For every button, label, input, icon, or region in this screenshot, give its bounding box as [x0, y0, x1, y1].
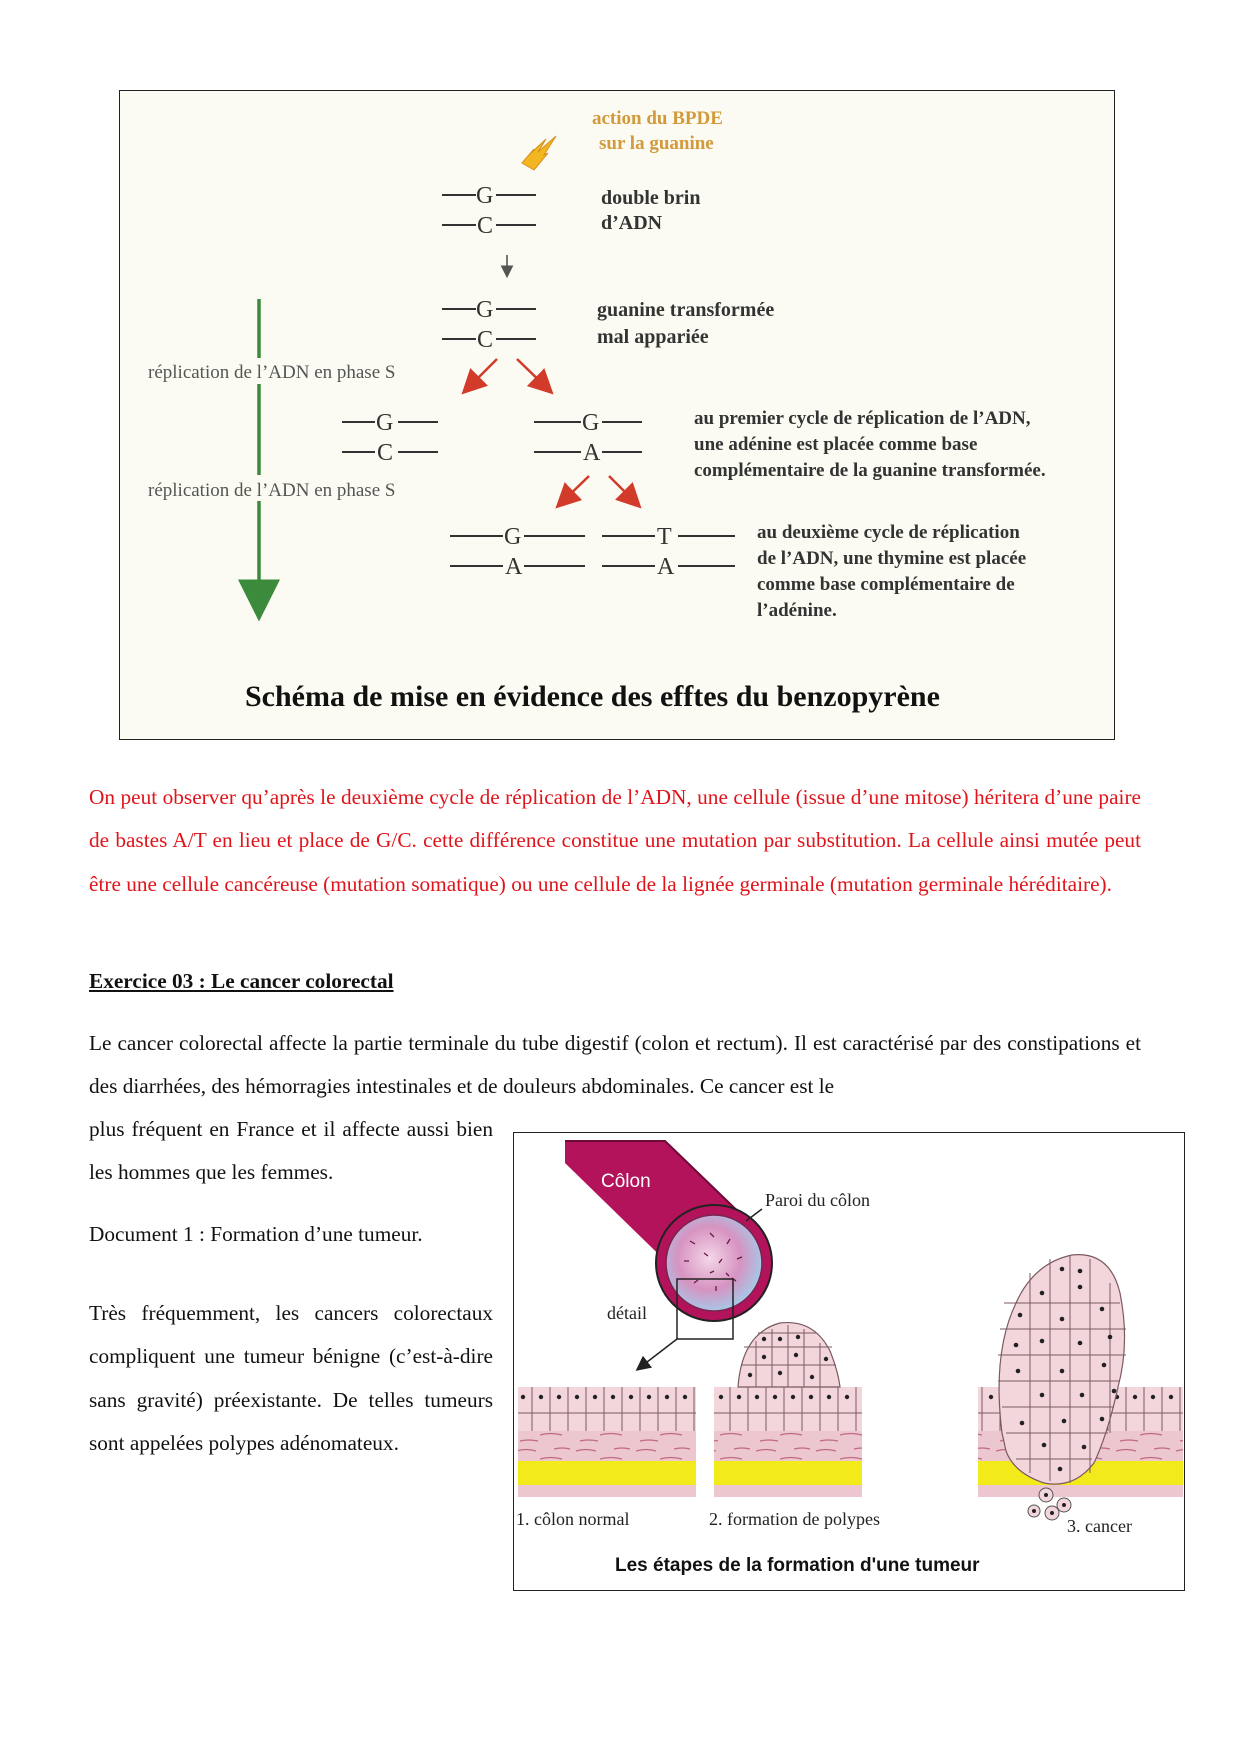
base-g: G — [376, 410, 394, 436]
split-arrow-right-icon — [609, 476, 638, 505]
exercise-intro-tail: plus fréquent en France et il affecte aussi bien les hommes que les femmes. — [89, 1117, 493, 1185]
base-g: G — [504, 524, 522, 550]
exercise-intro: Le cancer colorectal affecte la partie terminale du tube digestif (colon et rectum). Il est caractérisé par des constipations et des diarrhées, des hémorragies intestinales et de douleurs abdominales. Ce cancer est le — [89, 1031, 1141, 1099]
stage-polyp — [714, 1323, 862, 1497]
lightning-icon — [522, 136, 556, 170]
double-strand-line1: double brin — [601, 187, 701, 209]
exercise-title: Exercice 03 : Le cancer colorectal — [89, 969, 394, 993]
document-text: Très fréquemment, les cancers colorectaux compliquent une tumeur bénigne (c’est-à-dire sans gravité) préexistante. De telles tumeurs sont appelées polypes adénomateux. — [89, 1301, 493, 1455]
base-a: A — [583, 440, 601, 466]
stage3-label: 3. cancer — [1067, 1516, 1132, 1536]
base-g: G — [476, 297, 494, 323]
base-c: C — [477, 327, 494, 353]
stage-normal-colon — [518, 1387, 696, 1497]
dna-pair-4a — [450, 524, 585, 580]
detail-arrow-icon — [638, 1339, 677, 1369]
colon-illustration — [565, 1141, 772, 1339]
stage2-label: 2. formation de polypes — [709, 1509, 880, 1529]
bpde-label-line1: action du BPDE — [592, 108, 723, 129]
answer-paragraph: On peut observer qu’après le deuxième cycle de réplication de l’ADN, une cellule (issue d’une mitose) héritera d’une paire de bastes A/T en lieu et place de G/C. cette différence constitue une mutation par substitution. La cellule ainsi mutée peut être une cellule cancéreuse (mutation somatique) ou une cellule de la lignée germinale (mutation germinale héréditaire). — [89, 785, 1141, 896]
base-g: G — [476, 183, 494, 209]
split-arrow-right-icon — [517, 359, 550, 391]
dna-pair-4b — [602, 524, 735, 580]
colon-label: Côlon — [601, 1171, 651, 1192]
dna-pair-3a — [342, 410, 438, 466]
double-strand-line2: d’ADN — [601, 212, 663, 234]
wall-label: Paroi du côlon — [765, 1190, 870, 1210]
base-a: A — [657, 554, 675, 580]
base-c: C — [377, 440, 394, 466]
tumor-diagram — [514, 1133, 1185, 1591]
tumor-figure — [513, 1132, 1185, 1591]
first-cycle-line3: complémentaire de la guanine transformée. — [694, 460, 1046, 481]
second-cycle-line2: de l’ADN, une thymine est placée — [757, 548, 1027, 569]
base-t: T — [657, 524, 672, 550]
second-cycle-line4: l’adénine. — [757, 600, 837, 621]
base-a: A — [505, 554, 523, 580]
split-arrow-left-icon — [465, 359, 497, 391]
base-c: C — [477, 213, 494, 239]
second-cycle-line1: au deuxième cycle de réplication — [757, 522, 1020, 543]
figure1-caption: Schéma de mise en évidence des efftes du benzopyrène — [245, 680, 940, 713]
transformed-line2: mal appariée — [597, 326, 709, 348]
bpde-label-line2: sur la guanine — [599, 133, 714, 154]
dna-pair-2 — [442, 297, 536, 353]
transformed-line1: guanine transformée — [597, 299, 775, 321]
benzopyrene-schema — [120, 91, 1115, 740]
second-cycle-line3: comme base complémentaire de — [757, 574, 1015, 595]
dna-pair-3b — [534, 410, 642, 466]
base-g: G — [582, 410, 600, 436]
figure2-caption: Les étapes de la formation d'une tumeur — [615, 1555, 980, 1576]
first-cycle-line1: au premier cycle de réplication de l’ADN, — [694, 408, 1031, 429]
first-cycle-line2: une adénine est placée comme base — [694, 434, 978, 455]
detail-label: détail — [607, 1303, 647, 1323]
benzopyrene-figure — [119, 90, 1115, 740]
stage-cancer — [978, 1255, 1183, 1520]
stage1-label: 1. côlon normal — [516, 1509, 630, 1529]
dna-pair-1 — [442, 183, 536, 239]
split-arrow-left-icon — [559, 476, 589, 505]
document-label: Document 1 : Formation d’une tumeur. — [89, 1222, 423, 1246]
replication-label-2: réplication de l’ADN en phase S — [148, 480, 396, 501]
replication-label-1: réplication de l’ADN en phase S — [148, 362, 396, 383]
